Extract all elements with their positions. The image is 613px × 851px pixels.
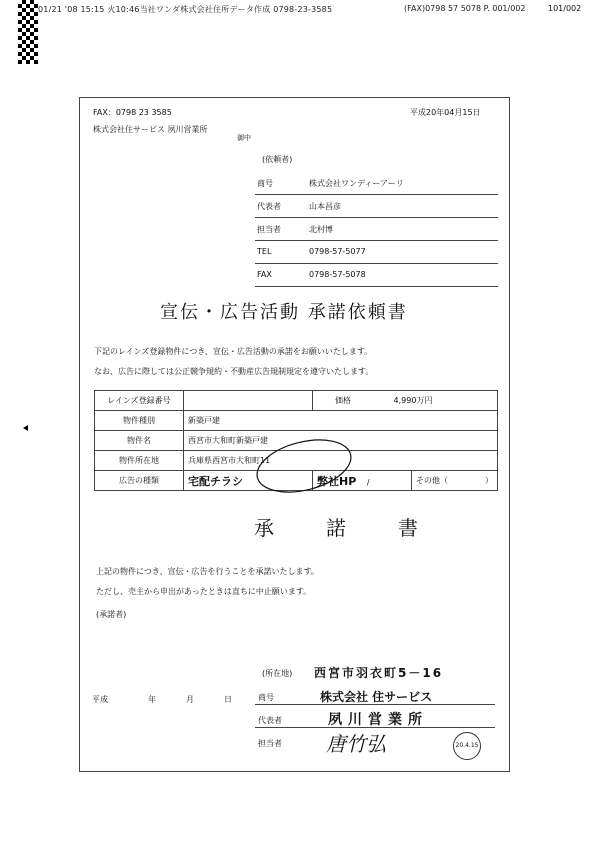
request-body-line-2: なお、広告に際しては公正競争規約・不動産広告規制規定を遵守いたします。 [94, 367, 374, 376]
requester-row [255, 172, 498, 195]
ad-option-other-cell [412, 471, 498, 491]
requester-label: 代表者 [257, 202, 281, 211]
type-label: 物件種別 [95, 411, 184, 431]
ad-option-other: その他（ [416, 476, 448, 485]
handwritten-signature: 唐竹弘 [326, 732, 386, 756]
ad-option-separator: / [366, 477, 370, 487]
price-cell [313, 391, 498, 411]
recipient-name: 株式会社住サービス 夙川営業所 [93, 125, 208, 134]
document-title: 宣伝・広告活動 承諾依頼書 [160, 302, 408, 323]
fax-transmission-header: 01/21 '08 15:15 火10:46当社ワンダ株式会社住所データ作成 0798-23-3585 [38, 5, 333, 14]
requester-label: 担当者 [257, 225, 281, 234]
type-value: 新築戸建 [184, 411, 498, 431]
location-value: 兵庫県西宮市大和町11 [184, 451, 498, 471]
requester-value: 0798-57-5077 [309, 247, 366, 256]
fax-transmission-header-right: (FAX)0798 57 5078 P. 001/002 [404, 4, 526, 13]
person-label: 担当者 [258, 739, 282, 748]
margin-arrow-icon [23, 425, 28, 431]
requester-row [255, 264, 498, 287]
requester-block [255, 172, 498, 287]
date-day-label: 日 [224, 695, 232, 704]
acceptance-body-line-2: ただし、売主から申出があったときは直ちに中止願います。 [96, 587, 312, 596]
requester-label: TEL [257, 247, 272, 256]
ad-option-other-close: ） [485, 476, 493, 485]
date-month-label: 月 [186, 695, 194, 704]
hand-drawn-circle [252, 434, 362, 496]
requester-heading: (依頼者) [262, 155, 293, 164]
acceptance-note: (承諾者) [96, 610, 127, 619]
recipient-suffix: 御中 [237, 134, 251, 142]
name-label: 物件名 [95, 431, 184, 451]
requester-value: 山本昌彦 [309, 202, 341, 211]
requester-value: 株式会社ワンディーアーリ [309, 179, 404, 188]
requester-row [255, 218, 498, 241]
document-date: 平成20年04月15日 [410, 108, 481, 117]
name-value: 西宮市大和町新築戸建 [184, 431, 498, 451]
location-label: 物件所在地 [95, 451, 184, 471]
ad-option-flyer: 宅配チラシ [188, 474, 243, 488]
requester-value: 北村博 [309, 225, 333, 234]
address-label: (所在地) [262, 669, 293, 678]
ad-option-website: 弊社HP [317, 474, 357, 488]
reins-value [184, 391, 313, 411]
acceptance-body-line-1: 上記の物件につき、宣伝・広告を行うことを承諾いたします。 [96, 567, 319, 576]
requester-row [255, 241, 498, 264]
date-era: 平成 [92, 695, 108, 704]
fax-page-number: 101/002 [548, 4, 582, 13]
price-label: 価格 [335, 396, 351, 405]
ad-type-label: 広告の種類 [95, 471, 184, 491]
acceptance-title-char: 諾 [326, 516, 346, 540]
fax-checker-mark [18, 0, 38, 64]
table-row [95, 391, 498, 411]
accepter-branch: 夙川営業所 [328, 712, 428, 728]
company-label: 商号 [258, 693, 274, 702]
requester-label: 商号 [257, 179, 273, 188]
rep-label: 代表者 [258, 716, 282, 725]
price-value: 4,990万円 [393, 396, 433, 405]
accepter-address: 西宮市羽衣町5－16 [314, 666, 444, 680]
requester-label: FAX [257, 270, 272, 279]
requester-value: 0798-57-5078 [309, 270, 366, 279]
date-year-label: 年 [148, 695, 156, 704]
accepter-company: 株式会社 住サービス [320, 690, 433, 704]
acceptance-title [228, 512, 444, 541]
request-body-line-1: 下記のレインズ登録物件につき、宣伝・広告活動の承諾をお願いいたします。 [94, 347, 373, 356]
sender-fax-number: FAX：0798 23 3585 [93, 108, 172, 117]
acceptance-title-char: 書 [398, 516, 418, 540]
table-row [95, 411, 498, 431]
date-seal-stamp: 20.4.15 [453, 732, 481, 760]
reins-label: レインズ登録番号 [95, 391, 184, 411]
requester-row [255, 195, 498, 218]
acceptance-title-char: 承 [254, 516, 274, 540]
